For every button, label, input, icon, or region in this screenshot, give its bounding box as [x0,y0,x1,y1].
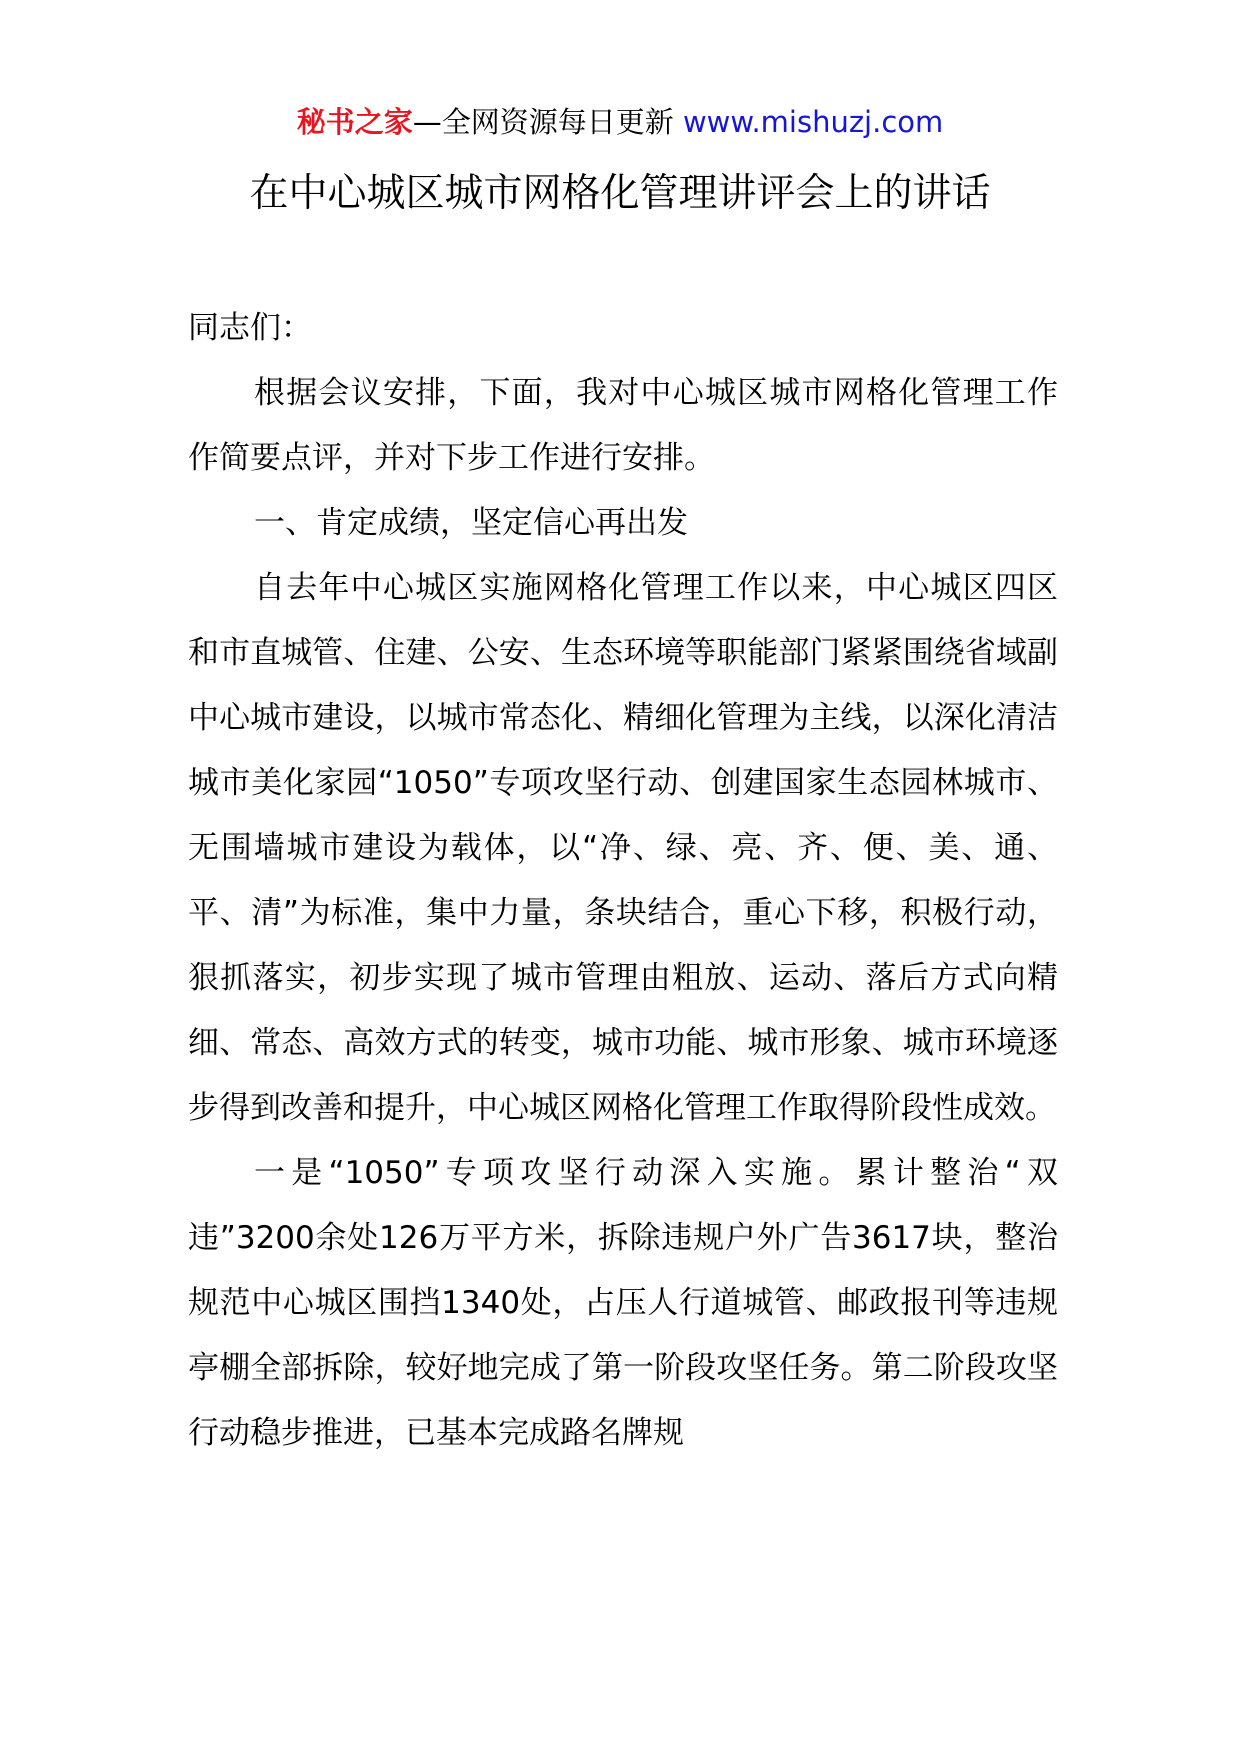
paragraph-1050-action: 一是“1050”专项攻坚行动深入实施。累计整治“双违”3200余处126万平方米，拆除违规户外广告3617块，整治规范中心城区围挡1340处，占压人行道城管、邮政报刊等违规亭棚全部拆除，较好地完成了第一阶段攻坚任务。第二阶段攻坚行动稳步推进，已基本完成路名牌规 [188,1155,1058,1451]
paragraph-intro: 根据会议安排，下面，我对中心城区城市网格化管理工作作简要点评，并对下步工作进行安排。 [188,375,1058,476]
brand-name: 秘书之家 [296,105,413,139]
paragraph-achievements: 自去年中心城区实施网格化管理工作以来，中心城区四区和市直城管、住建、公安、生态环境等职能部门紧紧围绕省域副中心城市建设，以城市常态化、精细化管理为主线，以深化清洁城市美化家园“1050”专项攻坚行动、创建国家生态园林城市、无围墙城市建设为载体，以“净、绿、亮、齐、便、美、通、平、清”为标准，集中力量，条块结合，重心下移，积极行动，狠抓落实，初步实现了城市管理由粗放、运动、落后方式向精细、常态、高效方式的转变，城市功能、城市形象、城市环境逐步得到改善和提升，中心城区网格化管理工作取得阶段性成效。 [188,570,1058,1126]
header-tagline: —全网资源每日更新 [412,105,683,139]
section-heading: 一、肯定成绩，坚定信心再出发 [254,505,688,541]
document-title: 在中心城区城市网格化管理讲评会上的讲话 [249,171,991,216]
site-url-link[interactable]: www.mishuzj.com [682,105,944,139]
document-body [188,296,1058,1466]
site-header [0,100,1240,144]
salutation: 同志们： [188,310,312,346]
